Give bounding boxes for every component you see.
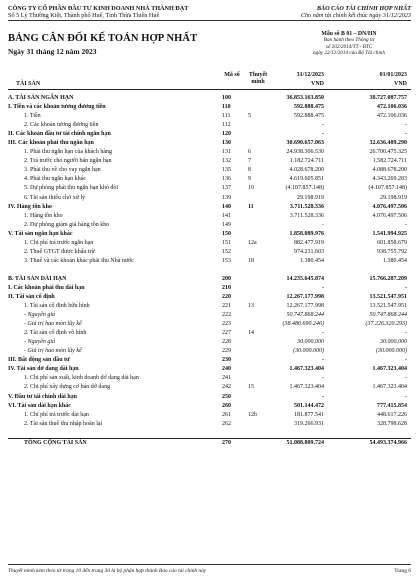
row-value-end: 50.747.868.244 — [286, 312, 324, 319]
table-row — [8, 374, 411, 383]
row-note: 10 — [248, 185, 254, 192]
row-label: 1. Chi phí sản xuất, kinh doanh dở dang dài hạn — [24, 375, 139, 382]
row-value-begin: 601.858.679 — [377, 239, 407, 246]
row-note: 6 — [248, 149, 251, 156]
row-label: 2. Thuế GTGT được khấu trừ — [24, 248, 95, 255]
form-line-1: Ban hành theo Thông tư — [323, 37, 375, 44]
row-label: IV. Tài sản dở dang dài hạn — [8, 366, 79, 373]
table-row — [8, 230, 411, 239]
row-label: TỔNG CỘNG TÀI SẢN — [24, 439, 87, 446]
row-code: 210 — [222, 284, 231, 291]
row-value-begin: 1.467.323.404 — [372, 384, 407, 391]
table-row — [8, 365, 411, 374]
col-begin-date: 01/01/2023 — [379, 72, 407, 78]
table-row — [8, 320, 411, 329]
table-row — [8, 393, 411, 402]
row-value-end: 30.000.000 — [297, 339, 324, 346]
page-number: Trang 6 — [394, 568, 411, 574]
row-code: 221 — [222, 303, 231, 310]
row-value-begin: (30.000.000) — [376, 348, 407, 355]
row-value-end: 592.888.475 — [294, 104, 324, 111]
row-value-begin: 26.700.475.325 — [369, 149, 407, 156]
row-value-begin: 54.493.374.966 — [369, 439, 407, 446]
row-label: - Nguyên giá — [24, 339, 55, 346]
row-value-end: (30.000.000) — [293, 348, 324, 355]
row-value-end: 319.266.931 — [294, 420, 324, 427]
page-footer — [8, 564, 411, 574]
table-row — [8, 438, 411, 447]
row-code: 111 — [222, 113, 231, 120]
table-row — [8, 275, 411, 284]
row-label: 6. Tài sản thiếu chờ xử lý — [24, 194, 86, 201]
row-label: - Giá trị hao mòn lũy kế — [24, 321, 82, 328]
row-value-end: 1.467.323.404 — [289, 366, 324, 373]
row-value-begin: 1.582.724.711 — [372, 158, 407, 165]
table-row — [8, 121, 411, 130]
row-label: 2. Chi phí xây dựng cơ bản dở dang — [24, 384, 111, 391]
table-row — [8, 356, 411, 365]
row-value-end: 29.198.919 — [297, 194, 324, 201]
row-code: 228 — [222, 339, 231, 346]
row-label: A. TÀI SẢN NGẮN HẠN — [8, 95, 74, 101]
row-code: 150 — [222, 230, 231, 237]
row-label: IV. Hàng tồn kho — [8, 203, 52, 210]
row-note: 12a — [248, 239, 257, 246]
row-value-begin: 1.467.323.404 — [372, 366, 407, 373]
col-note: Thuyết minh — [248, 72, 268, 85]
row-label: 3. Phải thu về cho vay ngắn hạn — [24, 167, 101, 174]
row-value-end: - — [322, 122, 324, 129]
row-note: 15 — [248, 384, 254, 391]
page-header — [8, 5, 411, 19]
row-value-begin: - — [405, 393, 407, 400]
row-code: 149 — [222, 221, 231, 228]
row-value-begin: 13.521.547.951 — [369, 293, 407, 300]
table-row — [8, 248, 411, 257]
row-value-begin: 32.636.489.290 — [369, 140, 407, 147]
row-value-begin: 472.106.036 — [377, 104, 407, 111]
row-value-end: - — [322, 330, 324, 337]
row-note: 11 — [248, 203, 254, 210]
table-row — [8, 402, 411, 411]
row-note: 18 — [248, 257, 254, 264]
row-value-end: - — [322, 393, 324, 400]
row-code: 132 — [222, 158, 231, 165]
row-value-end: - — [322, 284, 324, 291]
row-code: 242 — [222, 384, 231, 391]
row-label: B. TÀI SẢN DÀI HẠN — [8, 275, 67, 282]
form-line-3: ngày 22/12/2014 của Bộ Tài chính — [313, 50, 385, 57]
report-type: BÁO CÁO TÀI CHÍNH HỢP NHẤT — [316, 5, 411, 12]
row-value-begin: 13.521.547.951 — [369, 303, 407, 310]
page-title: BẢNG CÂN ĐỐI KẾ TOÁN HỢP NHẤT — [8, 33, 198, 44]
row-value-end: 36.853.163.850 — [286, 95, 324, 101]
row-value-end: 1.380.454 — [300, 257, 324, 264]
table-row — [8, 112, 411, 121]
row-value-begin: 1.541.994.925 — [372, 230, 407, 237]
row-label: 2. Trả trước cho người bán ngắn hạn — [24, 158, 112, 165]
row-value-end: 14.235.645.874 — [286, 275, 324, 282]
col-code: Mã số — [224, 72, 240, 78]
row-label: 1. Tài sản cố định hữu hình — [24, 303, 90, 310]
table-row — [8, 284, 411, 293]
row-value-end: 882.477.919 — [294, 239, 324, 246]
row-label: 2. Tài sản thuế thu nhập hoãn lại — [24, 420, 103, 427]
row-code: 139 — [222, 194, 231, 201]
row-code: 153 — [222, 257, 231, 264]
form-reference — [299, 31, 399, 57]
row-value-begin: 4.076.497.506 — [372, 212, 407, 219]
row-code: 100 — [222, 95, 231, 101]
row-code: 136 — [222, 176, 231, 183]
row-value-begin: - — [405, 375, 407, 382]
row-value-begin: 448.617.226 — [377, 411, 407, 418]
row-code: 200 — [222, 275, 231, 282]
company-address: Số 5 Lý Thường Kiệt, Thành phố Huế, Tỉnh Thừa Thiên Huế — [8, 12, 160, 19]
row-value-begin: 4.088.678.200 — [372, 167, 407, 174]
row-value-begin: - — [405, 330, 407, 337]
col-end-date: 31/12/2023 — [296, 72, 324, 78]
row-code: 131 — [222, 149, 231, 156]
company-name: CÔNG TY CỔ PHẦN ĐẦU TƯ KINH DOANH NHÀ THÀNH ĐẠT — [8, 5, 189, 12]
table-row — [8, 130, 411, 139]
row-code: 152 — [222, 248, 231, 255]
row-value-end: 501.144.472 — [294, 402, 324, 409]
row-value-end: 181.877.541 — [294, 411, 324, 418]
row-label: 1. Phải thu ngắn hạn của khách hàng — [24, 149, 112, 156]
row-label: III. Bất động sản đầu tư — [8, 357, 70, 364]
row-value-end: 1.467.323.404 — [289, 384, 324, 391]
row-label: 4. Phải thu ngắn hạn khác — [24, 176, 86, 183]
row-code: 140 — [222, 203, 231, 210]
row-value-end: (4.107.857.148) — [285, 185, 324, 192]
row-label: 1. Hàng tồn kho — [24, 212, 63, 219]
table-row — [8, 194, 411, 203]
row-value-begin: - — [405, 357, 407, 364]
row-label: 1. Chi phí trả trước ngắn hạn — [24, 239, 94, 246]
row-code: 120 — [222, 131, 231, 138]
row-code: 151 — [222, 239, 231, 246]
row-code: 141 — [222, 212, 231, 219]
row-code: 270 — [222, 439, 231, 446]
row-value-end: - — [322, 357, 324, 364]
table-row — [8, 139, 411, 148]
table-row — [8, 157, 411, 166]
table-row — [8, 184, 411, 193]
col-asset: TÀI SẢN — [16, 81, 41, 87]
row-label: 1. Chi phí trả trước dài hạn — [24, 411, 89, 418]
form-code: Mẫu số B 01 – DN/HN — [321, 31, 377, 37]
row-value-begin: 472.106.036 — [377, 113, 407, 120]
table-row — [8, 239, 411, 248]
table-row — [8, 94, 411, 103]
table-row — [8, 175, 411, 184]
row-note: 12b — [248, 411, 257, 418]
row-value-end: (38.480.690.246) — [282, 321, 324, 328]
row-code: 112 — [222, 122, 231, 129]
table-row — [8, 212, 411, 221]
row-note: 5 — [248, 113, 251, 120]
row-code: 130 — [222, 140, 231, 147]
table-row — [8, 103, 411, 112]
row-value-end: 592.888.475 — [294, 113, 324, 120]
table-row — [8, 311, 411, 320]
row-label: - Giá trị hao mòn lũy kế — [24, 348, 82, 355]
row-code: 137 — [222, 185, 231, 192]
row-label: 2. Tài sản cố định vô hình — [24, 330, 87, 337]
table-header — [8, 70, 411, 90]
row-value-end: - — [322, 131, 324, 138]
row-value-begin: - — [405, 284, 407, 291]
row-note: 7 — [248, 158, 251, 165]
table-row — [8, 329, 411, 338]
row-value-begin: 15.766.287.209 — [369, 275, 407, 282]
row-value-begin: 1.380.454 — [383, 257, 407, 264]
table-row — [8, 302, 411, 311]
row-value-end: 4.619.605.851 — [289, 176, 324, 183]
row-code: 222 — [222, 312, 231, 319]
table-row — [8, 221, 411, 230]
row-code: 110 — [222, 104, 231, 111]
page-subtitle: Ngày 31 tháng 12 năm 2023 — [8, 47, 97, 56]
col-begin-unit: VND — [394, 81, 407, 87]
row-value-end: 974.231.603 — [294, 248, 324, 255]
row-code: 135 — [222, 167, 231, 174]
row-label: V. Đầu tư tài chính dài hạn — [8, 393, 78, 400]
table-row — [8, 266, 411, 275]
table-row — [8, 166, 411, 175]
table-row — [8, 257, 411, 266]
row-value-begin: - — [405, 221, 407, 228]
row-code: 261 — [222, 411, 231, 418]
row-code: 223 — [222, 321, 231, 328]
row-value-begin: 4.343.269.283 — [372, 176, 407, 183]
row-code: 230 — [222, 357, 231, 364]
row-value-end: 30.690.657.063 — [286, 140, 324, 147]
row-value-end: - — [322, 375, 324, 382]
balance-sheet-table — [8, 94, 411, 447]
row-value-begin: - — [405, 122, 407, 129]
fiscal-note: Cho năm tài chính kết thúc ngày 31/12/2023 — [300, 12, 411, 19]
row-value-begin: 938.755.792 — [377, 248, 407, 255]
row-code: 260 — [222, 402, 231, 409]
row-code: 227 — [222, 330, 231, 337]
row-code: 250 — [222, 393, 231, 400]
row-label: 1. Tiền — [24, 113, 41, 120]
row-value-end: 1.182.724.711 — [289, 158, 324, 165]
row-value-begin: 29.198.919 — [380, 194, 407, 201]
row-value-end: 12.267.177.998 — [286, 293, 324, 300]
row-value-end: 1.858.089.976 — [289, 230, 324, 237]
row-value-begin: (37.226.320.293) — [365, 321, 407, 328]
row-value-end: 3.711.528.336 — [289, 203, 324, 210]
row-label: I. Tiền và các khoản tương đương tiền — [8, 104, 106, 111]
table-row — [8, 383, 411, 392]
row-code: 220 — [222, 293, 231, 300]
row-code: 241 — [222, 375, 231, 382]
row-label: 2. Các khoản tương đương tiền — [24, 122, 99, 129]
row-value-end: 24.938.306.530 — [286, 149, 324, 156]
row-value-begin: 50.747.868.244 — [369, 312, 407, 319]
row-value-begin: 4.076.497.506 — [372, 203, 407, 210]
row-value-begin: (4.107.857.148) — [368, 185, 407, 192]
row-label: III. Các khoản phải thu ngắn hạn — [8, 140, 94, 147]
table-row — [8, 429, 411, 438]
row-label: II. Tài sản cố định — [8, 293, 55, 300]
footer-note: Thuyết minh kèm theo từ trang 10 đến trang 30 là bộ phận hợp thành Báo cáo tài chính này — [8, 568, 207, 574]
header-divider — [8, 20, 411, 21]
row-label: I. Các khoản phải thu dài hạn — [8, 284, 85, 291]
row-note: 14 — [248, 330, 254, 337]
table-row — [8, 420, 411, 429]
row-value-begin: 38.727.087.757 — [369, 95, 407, 101]
table-row — [8, 347, 411, 356]
row-value-end: 3.711.528.336 — [289, 212, 324, 219]
row-value-begin: - — [405, 131, 407, 138]
table-row — [8, 203, 411, 212]
row-value-end: 51.088.809.724 — [286, 439, 324, 446]
row-label: VI. Tài sản dài hạn khác — [8, 402, 71, 409]
row-label: 2. Dự phòng giảm giá hàng tồn kho — [24, 221, 110, 228]
row-value-end: 4.028.678.200 — [289, 167, 324, 174]
row-label: 3. Thuế và các khoản khác phải thu Nhà nước — [24, 257, 134, 264]
table-row — [8, 411, 411, 420]
row-label: - Nguyên giá — [24, 312, 55, 319]
row-note: 9 — [248, 176, 251, 183]
form-line-2: số 202/2014/TT - BTC — [325, 43, 373, 50]
row-value-begin: 777.415.854 — [377, 402, 407, 409]
row-note: 13 — [248, 303, 254, 310]
row-label: II. Các khoản đầu tư tài chính ngắn hạn — [8, 131, 111, 138]
row-code: 240 — [222, 366, 231, 373]
row-code: 262 — [222, 420, 231, 427]
row-value-begin: 30.000.000 — [380, 339, 407, 346]
row-value-end: 12.267.177.998 — [286, 303, 324, 310]
table-row — [8, 293, 411, 302]
row-label: V. Tài sản ngắn hạn khác — [8, 230, 73, 237]
row-note: 8 — [248, 167, 251, 174]
row-value-end: - — [322, 221, 324, 228]
col-end-unit: VND — [311, 81, 324, 87]
row-code: 229 — [222, 348, 231, 355]
row-label: 5. Dự phòng phải thu ngắn hạn khó đòi — [24, 185, 119, 192]
table-row — [8, 338, 411, 347]
row-value-begin: 328.798.628 — [377, 420, 407, 427]
table-row — [8, 148, 411, 157]
